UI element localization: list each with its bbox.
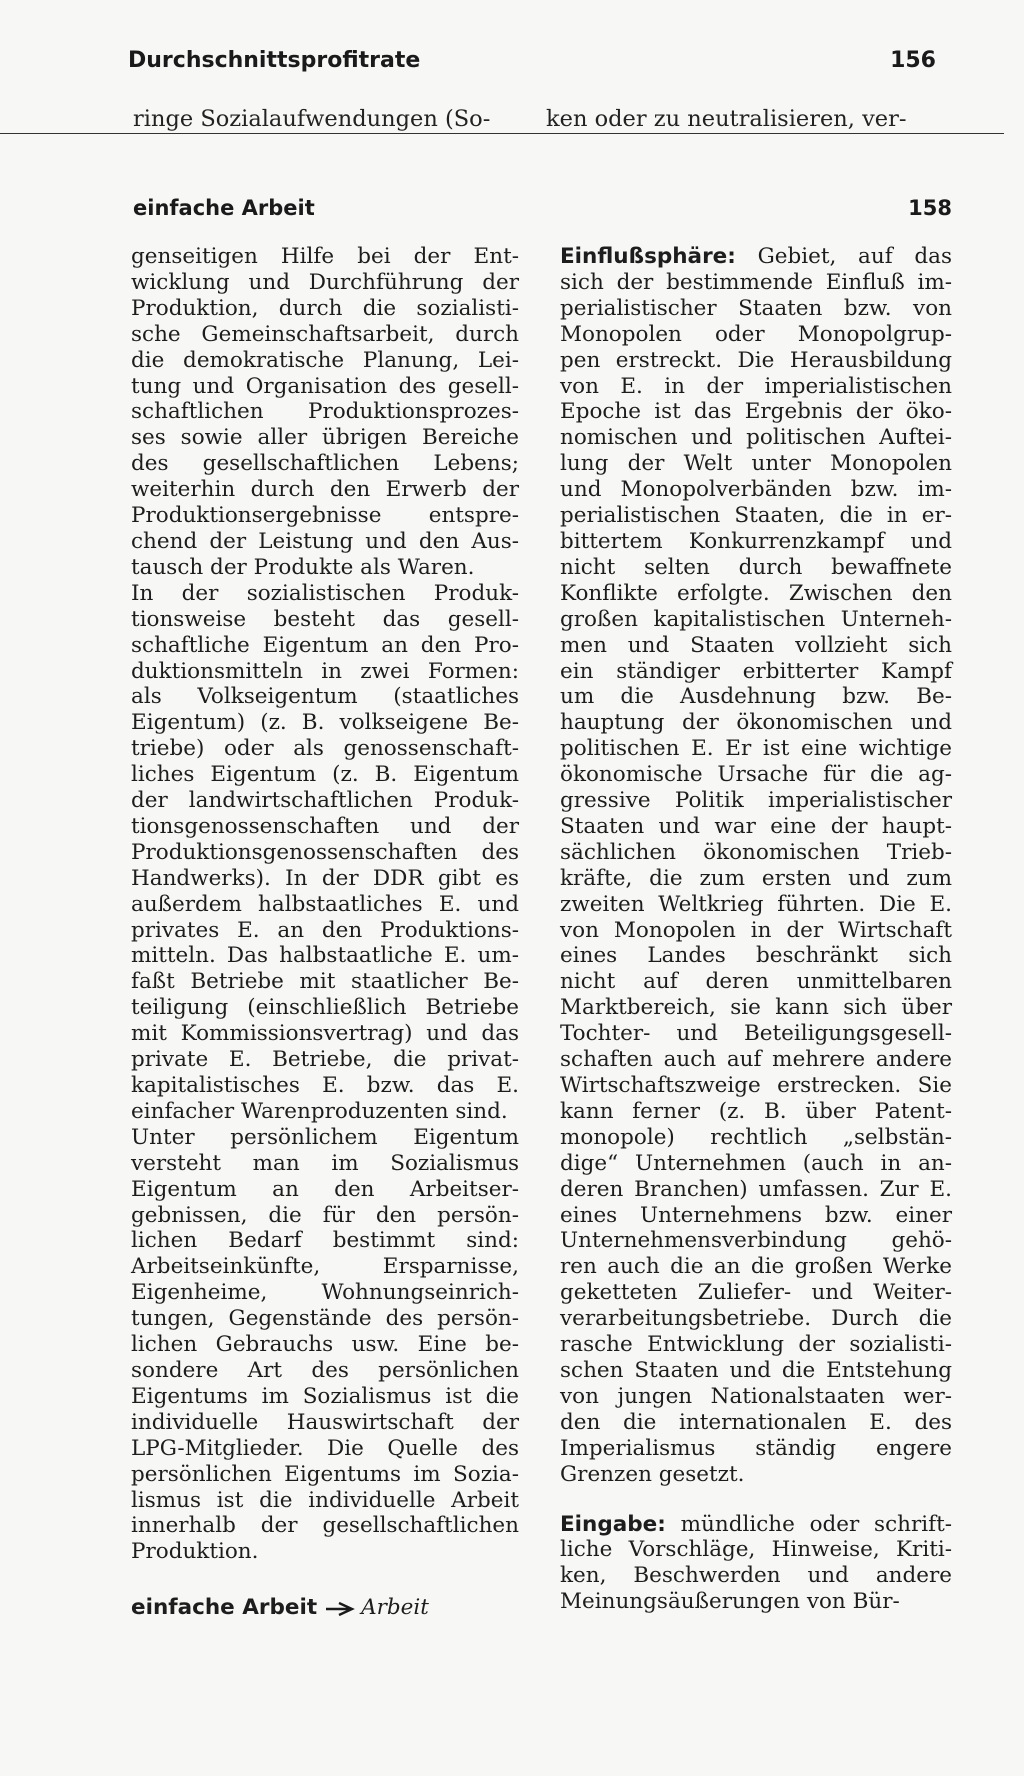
- text-line: verarbeitungsbetriebe. Durch die: [560, 1306, 952, 1332]
- left-column: [131, 244, 519, 1621]
- text-line: LPG-Mitglieder. Die Quelle des: [131, 1435, 519, 1461]
- text-line: versteht man im Sozialismus: [131, 1150, 519, 1176]
- text-line: ökonomische Ursache für die ag-: [560, 762, 952, 788]
- text-line: Staaten und war eine der haupt-: [560, 813, 952, 839]
- text-line: um die Ausdehnung bzw. Be-: [560, 684, 952, 710]
- text-line: ein ständiger erbitterter Kampf: [560, 658, 952, 684]
- text-line: kann ferner (z. B. über Patent-: [560, 1098, 952, 1124]
- text-line: weiterhin durch den Erwerb der: [131, 477, 519, 503]
- text-line: Produktion.: [131, 1539, 259, 1565]
- text-line: duktionsmitteln in zwei Formen:: [131, 658, 519, 684]
- text-line: private E. Betriebe, die privat-: [131, 1047, 519, 1073]
- text-line: liche Vorschläge, Hinweise, Kriti-: [560, 1537, 952, 1563]
- text-line: nomischen und politischen Auftei-: [560, 425, 952, 451]
- previous-page-text-right: ken oder zu neutralisieren, ver-: [546, 106, 907, 132]
- text-line: großen kapitalistischen Unterneh-: [560, 606, 952, 632]
- entry-first-line: [560, 244, 952, 270]
- text-line: persönlichen Eigentums im Sozia-: [131, 1461, 519, 1487]
- text-line: bittertem Konkurrenzkampf und: [560, 528, 952, 554]
- crossref-target[interactable]: Arbeit: [361, 1595, 429, 1621]
- text-line: sächlichen ökonomischen Trieb-: [560, 839, 952, 865]
- text-line: schaften auch auf mehrere andere: [560, 1047, 952, 1073]
- text-line: triebe) oder als genossenschaft-: [131, 736, 519, 762]
- text-line: Wirtschaftszweige erstrecken. Sie: [560, 1073, 952, 1098]
- text-line: Handwerks). In der DDR gibt es: [131, 865, 519, 891]
- section-running-title: einfache Arbeit: [133, 196, 315, 220]
- text-line: von jungen Nationalstaaten wer-: [560, 1383, 952, 1409]
- text-line: Konflikte erfolgte. Zwischen den: [560, 580, 952, 606]
- text-line: sche Gemeinschaftsarbeit, durch: [131, 321, 519, 347]
- arrow-right-icon: [325, 1601, 355, 1617]
- text-line: hauptung der ökonomischen und: [560, 710, 952, 736]
- previous-page-text-left: ringe Sozialaufwendungen (So-: [133, 106, 491, 132]
- text-line: lismus ist die individuelle Arbeit: [131, 1487, 519, 1513]
- text-line: Unternehmensverbindung gehö-: [560, 1228, 952, 1254]
- text-line: chend der Leistung und den Aus-: [131, 528, 519, 554]
- text-line: gressive Politik imperialistischer: [560, 788, 952, 814]
- text-line: nicht auf deren unmittelbaren: [560, 969, 952, 995]
- text-line: eines Landes beschränkt sich: [560, 943, 952, 969]
- text-line: Produktion, durch die sozialisti-: [131, 295, 519, 321]
- text-line: sondere Art des persönlichen: [131, 1357, 519, 1383]
- entry-first-line: [560, 1512, 952, 1538]
- text-line: schaftlichen Produktionsprozes-: [131, 399, 519, 425]
- text-line: Eigenheime, Wohnungseinrich-: [131, 1280, 519, 1306]
- page-header: [128, 48, 936, 73]
- entry-eingabe: [560, 1512, 952, 1616]
- text-line: dige“ Unternehmen (auch in an-: [560, 1150, 952, 1176]
- text-line: tung und Organisation des gesell-: [131, 373, 519, 399]
- text-line: mitteln. Das halbstaatliche E. um-: [131, 943, 519, 969]
- text-line: men und Staaten vollzieht sich: [560, 632, 952, 658]
- text-line: und Monopolverbänden bzw. im-: [560, 477, 952, 503]
- text-line: pen erstreckt. Die Herausbildung: [560, 347, 952, 373]
- text-line: wicklung und Durchführung der: [131, 269, 519, 295]
- text-line: tungen, Gegenstände des persön-: [131, 1306, 519, 1332]
- page-number: 156: [890, 48, 936, 73]
- section-header: [133, 196, 952, 220]
- text-line: Marktbereich, sie kann sich über: [560, 995, 952, 1021]
- text-line: Monopolen oder Monopolgrup-: [560, 321, 952, 347]
- text-line: von E. in der imperialistischen: [560, 373, 952, 399]
- text-line: sich der bestimmende Einfluß im-: [560, 269, 952, 295]
- text-line: lung der Welt unter Monopolen: [560, 451, 952, 477]
- right-column: [560, 244, 952, 1615]
- text-line: Eigentums im Sozialismus ist die: [131, 1383, 519, 1409]
- text-line: Eigentum) (z. B. volkseigene Be-: [131, 710, 519, 736]
- text-line: Tochter- und Beteiligungsgesell-: [560, 1021, 952, 1047]
- text-line: lichen Gebrauchs usw. Eine be-: [131, 1332, 519, 1358]
- text-line: als Volkseigentum (staatliches: [131, 684, 519, 710]
- text-line: nicht selten durch bewaffnete: [560, 554, 952, 580]
- text-line: tionsweise besteht das gesell-: [131, 606, 519, 632]
- entry-body: [560, 1537, 952, 1615]
- text-line: perialistischen Staaten, die in er-: [560, 503, 952, 529]
- text-line: einfacher Warenproduzenten sind.: [131, 1098, 508, 1124]
- text-line: genseitigen Hilfe bei der Ent-: [131, 244, 519, 269]
- entry-first-line-text: mündliche oder schrift-: [680, 1511, 952, 1537]
- text-line: Grenzen gesetzt.: [560, 1461, 745, 1487]
- text-line: In der sozialistischen Produk-: [131, 580, 519, 606]
- text-line: außerdem halbstaatliches E. und: [131, 891, 519, 917]
- text-line: schaftliche Eigentum an den Pro-: [131, 632, 519, 658]
- text-line: kapitalistisches E. bzw. das E.: [131, 1073, 519, 1098]
- cross-reference: [131, 1595, 519, 1621]
- text-line: Arbeitseinkünfte, Ersparnisse,: [131, 1254, 519, 1280]
- text-line: Unter persönlichem Eigentum: [131, 1124, 519, 1150]
- text-line: perialistischer Staaten bzw. von: [560, 295, 952, 321]
- text-line: zweiten Weltkrieg führten. Die E.: [560, 891, 952, 917]
- text-line: Epoche ist das Ergebnis der öko-: [560, 399, 952, 425]
- text-line: gebnissen, die für den persön-: [131, 1202, 519, 1228]
- entry-einflusssphaere: [560, 244, 952, 1488]
- text-line: tionsgenossenschaften und der: [131, 813, 519, 839]
- text-line: deren Branchen) umfassen. Zur E.: [560, 1176, 952, 1202]
- text-line: die demokratische Planung, Lei-: [131, 347, 519, 373]
- text-line: Eigentum an den Arbeitser-: [131, 1176, 519, 1202]
- running-title: Durchschnittsprofitrate: [128, 48, 421, 73]
- text-line: teiligung (einschließlich Betriebe: [131, 995, 519, 1021]
- entry-term: Einflußsphäre:: [560, 244, 736, 269]
- text-line: ses sowie aller übrigen Bereiche: [131, 425, 519, 451]
- text-line: Produktionsergebnisse entspre-: [131, 503, 519, 529]
- text-line: monopole) rechtlich „selbstän-: [560, 1124, 952, 1150]
- entry-body: [560, 270, 952, 1488]
- text-line: mit Kommissionsvertrag) und das: [131, 1021, 519, 1047]
- previous-page-fragment: [0, 104, 1024, 140]
- text-line: eines Unternehmens bzw. einer: [560, 1202, 952, 1228]
- text-line: Produktionsgenossenschaften des: [131, 839, 519, 865]
- text-line: ren auch die an die großen Werke: [560, 1254, 952, 1280]
- entry-term: Eingabe:: [560, 1511, 666, 1537]
- section-page-number: 158: [908, 196, 952, 220]
- text-line: von Monopolen in der Wirtschaft: [560, 917, 952, 943]
- text-line: privates E. an den Produktions-: [131, 917, 519, 943]
- text-line: den die internationalen E. des: [560, 1409, 952, 1435]
- crossref-term: einfache Arbeit: [131, 1595, 318, 1621]
- text-line: der landwirtschaftlichen Produk-: [131, 788, 519, 814]
- text-line: rasche Entwicklung der sozialisti-: [560, 1332, 952, 1358]
- text-line: innerhalb der gesellschaftlichen: [131, 1513, 519, 1539]
- entry-first-line-text: Gebiet, auf das: [757, 244, 952, 269]
- text-line: individuelle Hauswirtschaft der: [131, 1409, 519, 1435]
- text-line: faßt Betriebe mit staatlicher Be-: [131, 969, 519, 995]
- left-column-text: [131, 244, 519, 1565]
- text-line: liches Eigentum (z. B. Eigentum: [131, 762, 519, 788]
- text-line: des gesellschaftlichen Lebens;: [131, 451, 519, 477]
- text-line: politischen E. Er ist eine wichtige: [560, 736, 952, 762]
- text-line: Meinungsäußerungen von Bür-: [560, 1589, 900, 1615]
- fold-rule: [0, 133, 1004, 134]
- text-line: ken, Beschwerden und andere: [560, 1563, 952, 1589]
- text-line: geketteten Zuliefer- und Weiter-: [560, 1280, 952, 1306]
- text-line: tausch der Produkte als Waren.: [131, 554, 475, 580]
- text-line: kräfte, die zum ersten und zum: [560, 865, 952, 891]
- text-line: lichen Bedarf bestimmt sind:: [131, 1228, 519, 1254]
- text-line: Imperialismus ständig engere: [560, 1435, 952, 1461]
- text-line: schen Staaten und die Entstehung: [560, 1357, 952, 1383]
